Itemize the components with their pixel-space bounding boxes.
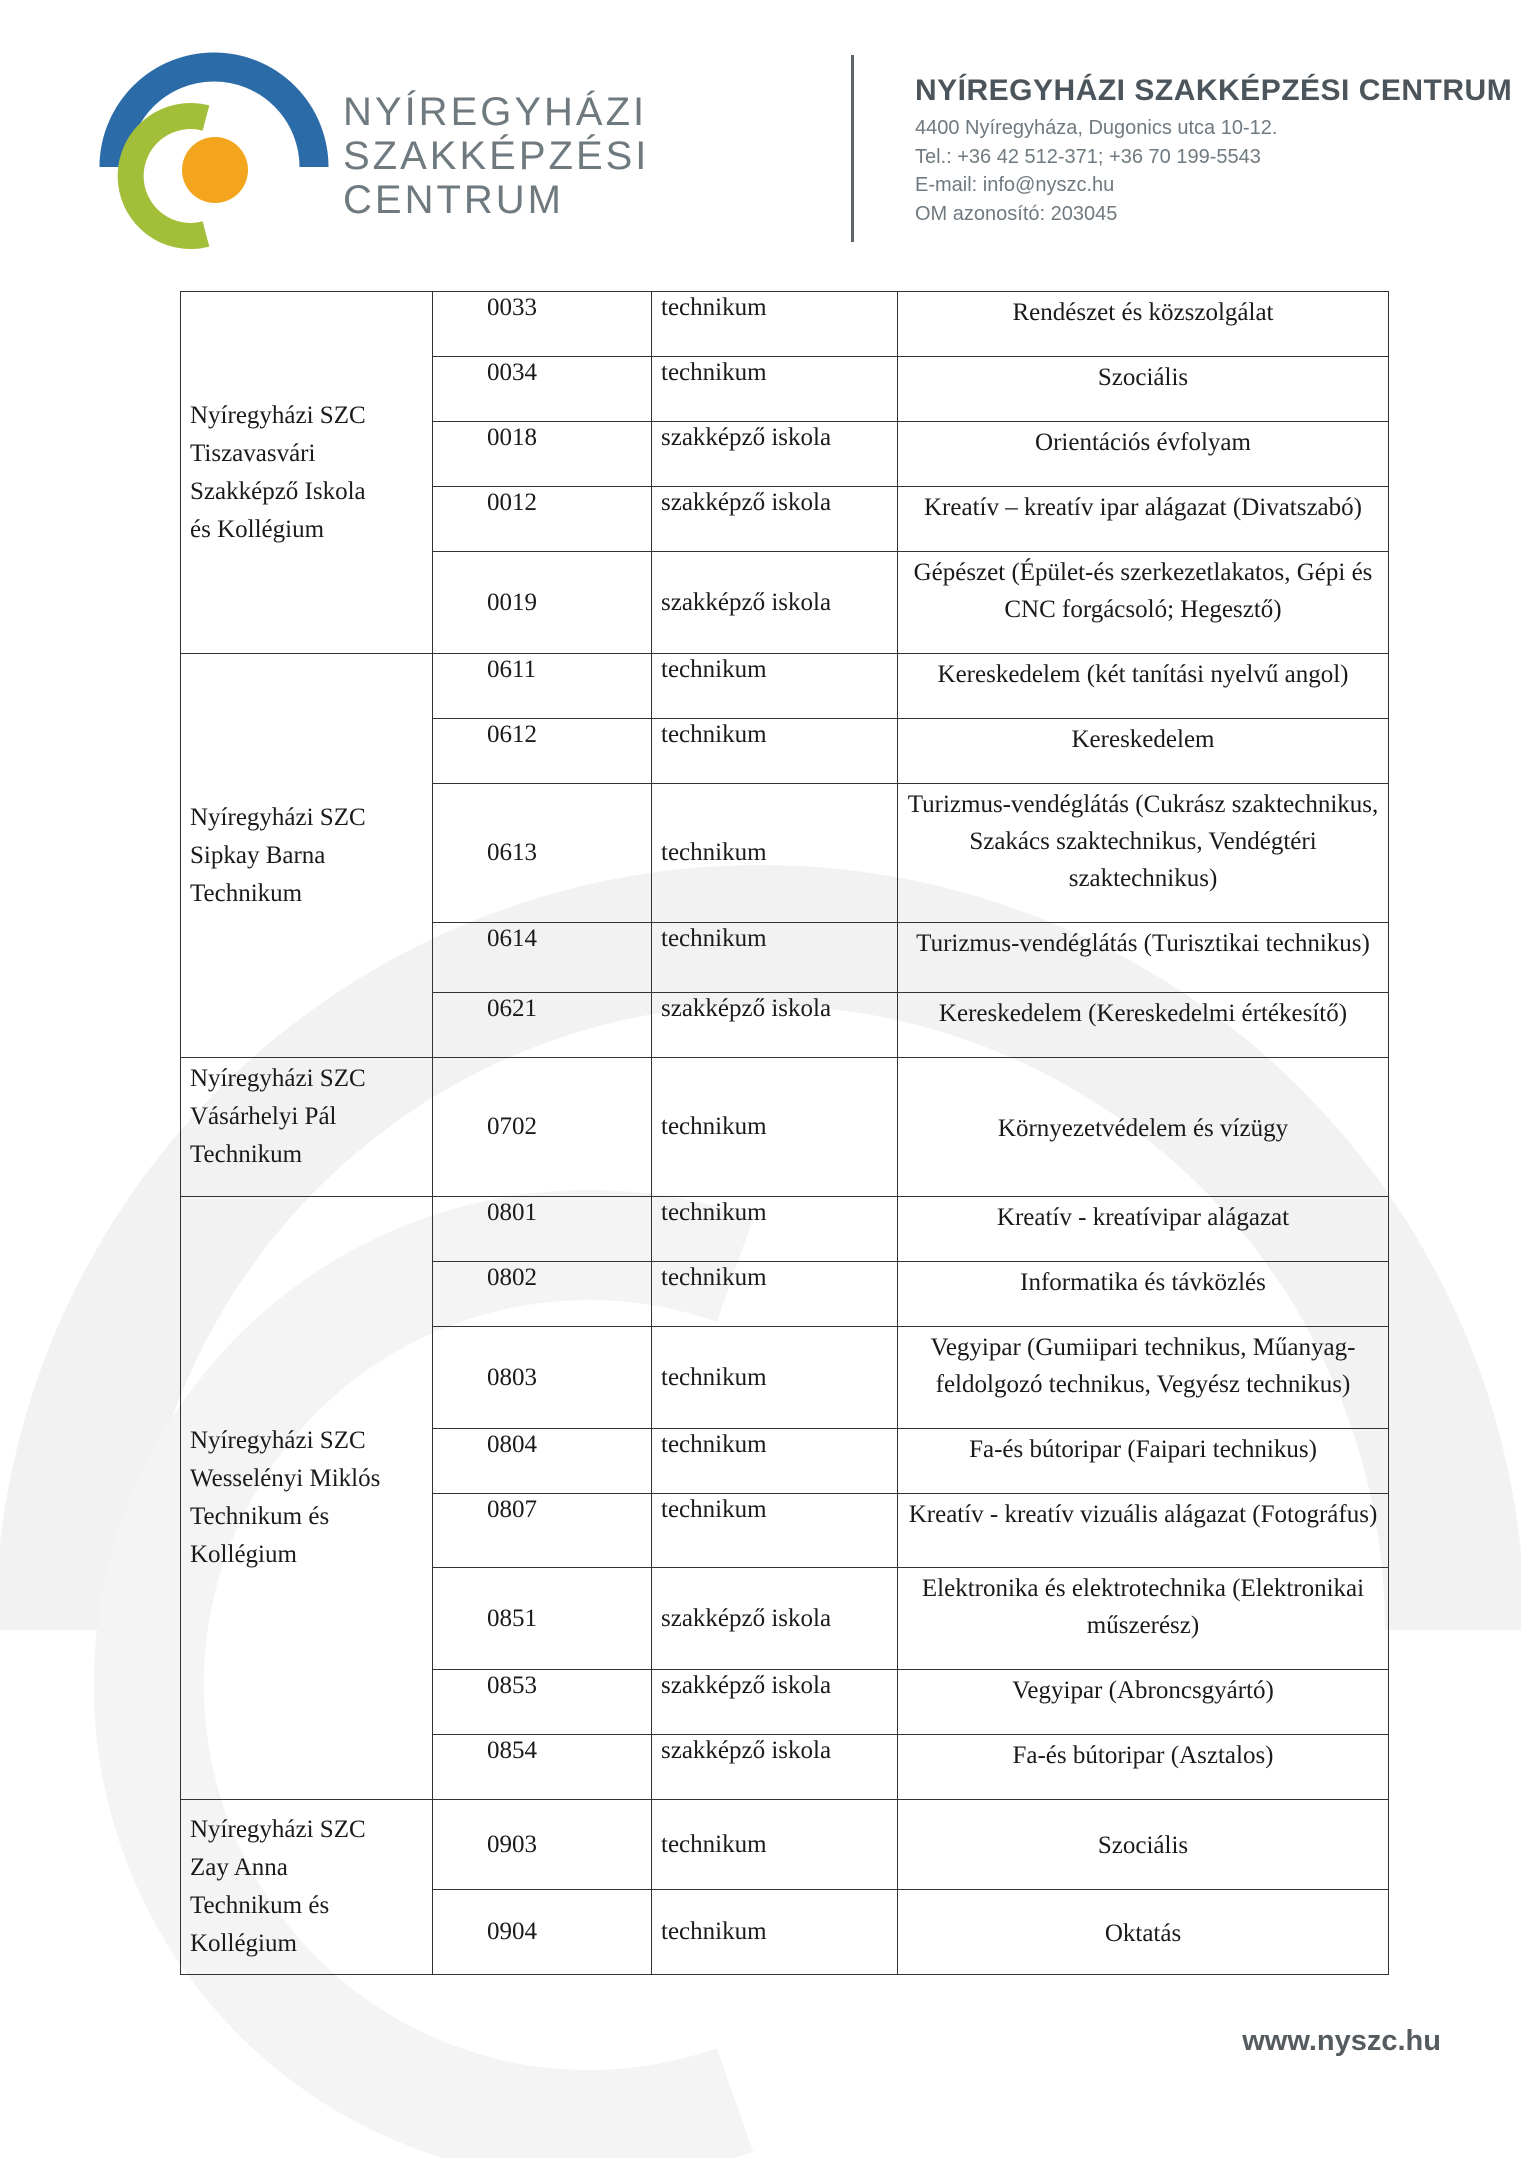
type-cell: technikum: [652, 357, 898, 422]
type-cell: szakképző iskola: [652, 1735, 898, 1800]
school-name-cell: [181, 1197, 433, 1800]
type-cell: technikum: [652, 654, 898, 719]
code-cell: 0803: [433, 1327, 652, 1429]
type-cell: technikum: [652, 1800, 898, 1890]
program-line: Turizmus-vendéglátás (Turisztikai technikus): [916, 930, 1370, 957]
type-cell: szakképző iskola: [652, 1670, 898, 1735]
program-cell: [898, 1568, 1389, 1670]
code-cell: 0621: [433, 993, 652, 1058]
program-line: Kreatív - kreatív vizuális alágazat (Fotográfus): [908, 1501, 1378, 1528]
type-cell: technikum: [652, 1327, 898, 1429]
school-name-line: Tiszavasvári: [190, 439, 316, 467]
program-line: Fa-és bútoripar (Faipari technikus): [969, 1436, 1317, 1463]
type-cell: technikum: [652, 1197, 898, 1262]
type-cell: technikum: [652, 292, 898, 357]
school-name-line: Nyíregyházi SZC: [190, 1065, 366, 1092]
program-cell: [898, 1262, 1389, 1327]
program-line: Orientációs évfolyam: [1035, 429, 1251, 456]
type-cell: szakképző iskola: [652, 487, 898, 552]
school-name-line: Technikum és: [190, 1892, 330, 1919]
footer-url: www.nyszc.hu: [1242, 2025, 1441, 2057]
table-row: [181, 1197, 1389, 1262]
code-cell: 0018: [433, 422, 652, 487]
program-cell: [898, 1197, 1389, 1262]
logo-line: CENTRUM: [343, 178, 564, 222]
program-cell: [898, 357, 1389, 422]
code-cell: 0614: [433, 923, 652, 993]
school-name-line: Nyíregyházi SZC: [190, 803, 366, 831]
program-line: Kreatív – kreatív ipar alágazat (Divatszabó): [924, 494, 1362, 521]
code-cell: 0801: [433, 1197, 652, 1262]
program-cell: [898, 1735, 1389, 1800]
program-cell: [898, 1327, 1389, 1429]
program-line: Rendészet és közszolgálat: [1012, 299, 1274, 326]
code-cell: 0807: [433, 1494, 652, 1568]
school-name-line: Nyíregyházi SZC: [190, 1816, 366, 1843]
code-cell: 0851: [433, 1568, 652, 1670]
school-name-cell: [181, 654, 433, 1058]
school-name-cell: [181, 292, 433, 654]
email: E-mail: info@nyszc.hu: [915, 174, 1115, 196]
program-line: Elektronika és elektrotechnika (Elektronikai: [921, 1575, 1365, 1602]
school-name-line: Vásárhelyi Pál: [190, 1103, 337, 1130]
om-id: OM azonosító: 203045: [915, 202, 1118, 225]
program-line: Turizmus-vendéglátás (Cukrász szaktechnikus,: [907, 791, 1379, 818]
program-cell: [898, 1800, 1389, 1890]
program-line: Szakács szaktechnikus, Vendégtéri: [969, 828, 1317, 855]
program-line: Vegyipar (Gumiipari technikus, Műanyag-: [930, 1334, 1356, 1361]
school-name-line: Nyíregyházi SZC: [190, 1427, 366, 1454]
program-cell: [898, 487, 1389, 552]
code-cell: 0613: [433, 784, 652, 923]
program-cell: [898, 1429, 1389, 1494]
school-name-line: Technikum: [190, 1141, 303, 1168]
type-cell: technikum: [652, 719, 898, 784]
program-cell: [898, 552, 1389, 654]
program-line: Fa-és bútoripar (Asztalos): [1012, 1742, 1274, 1769]
table-row: [181, 1058, 1389, 1197]
program-cell: [898, 1058, 1389, 1197]
school-name-line: Szakképző Iskola: [190, 477, 366, 505]
program-cell: [898, 1890, 1389, 1975]
type-cell: szakképző iskola: [652, 1568, 898, 1670]
program-line: Kereskedelem: [1071, 726, 1215, 753]
program-cell: [898, 923, 1389, 993]
code-cell: 0019: [433, 552, 652, 654]
org-name: NYÍREGYHÁZI SZAKKÉPZÉSI CENTRUM: [915, 74, 1513, 107]
program-line: Kereskedelem (két tanítási nyelvű angol): [937, 661, 1349, 688]
program-cell: [898, 654, 1389, 719]
program-line: Informatika és távközlés: [1020, 1269, 1266, 1296]
type-cell: szakképző iskola: [652, 422, 898, 487]
contact-block: [915, 74, 1512, 228]
program-line: szaktechnikus): [1068, 865, 1218, 892]
code-cell: 0904: [433, 1890, 652, 1975]
school-name-line: Wesselényi Miklós: [190, 1465, 381, 1492]
program-line: Környezetvédelem és vízügy: [997, 1114, 1289, 1142]
type-cell: szakképző iskola: [652, 993, 898, 1058]
program-line: Kereskedelem (Kereskedelmi értékesítő): [938, 1000, 1348, 1027]
school-name-line: Technikum és: [190, 1503, 330, 1530]
type-cell: technikum: [652, 1262, 898, 1327]
school-name-cell: [181, 1058, 433, 1197]
code-cell: 0033: [433, 292, 652, 357]
logo-wordmark: [343, 90, 649, 222]
code-cell: 0012: [433, 487, 652, 552]
code-cell: 0611: [433, 654, 652, 719]
program-cell: [898, 422, 1389, 487]
header-divider: [851, 55, 854, 242]
school-name-line: Technikum: [190, 879, 303, 907]
program-line: CNC forgácsoló; Hegesztő): [1004, 596, 1282, 623]
table-row: [181, 1800, 1389, 1890]
program-line: műszerész): [1086, 1612, 1200, 1639]
program-line: Gépészet (Épület-és szerkezetlakatos, Gépi és: [913, 559, 1373, 586]
program-line: Kreatív - kreatívipar alágazat: [996, 1204, 1290, 1231]
type-cell: technikum: [652, 1429, 898, 1494]
phone: Tel.: +36 42 512-371; +36 70 199-5543: [915, 145, 1261, 168]
logo-line: NYÍREGYHÁZI: [343, 90, 648, 134]
code-cell: 0802: [433, 1262, 652, 1327]
program-cell: [898, 292, 1389, 357]
code-cell: 0853: [433, 1670, 652, 1735]
page-header: [0, 0, 1521, 260]
nyszc-logo-icon: [96, 52, 331, 252]
school-name-line: Sipkay Barna: [190, 841, 326, 869]
address: 4400 Nyíregyháza, Dugonics utca 10-12.: [915, 117, 1278, 139]
code-cell: 0903: [433, 1800, 652, 1890]
code-cell: 0854: [433, 1735, 652, 1800]
code-cell: 0702: [433, 1058, 652, 1197]
type-cell: technikum: [652, 1890, 898, 1975]
program-cell: [898, 784, 1389, 923]
code-cell: 0034: [433, 357, 652, 422]
type-cell: technikum: [652, 1494, 898, 1568]
program-cell: [898, 1494, 1389, 1568]
program-line: feldolgozó technikus, Vegyész technikus): [935, 1371, 1351, 1398]
school-name-cell: [181, 1800, 433, 1975]
school-name-line: Zay Anna: [190, 1854, 288, 1881]
program-cell: [898, 993, 1389, 1058]
logo-line: SZAKKÉPZÉSI: [343, 134, 650, 178]
table-row: [181, 292, 1389, 357]
program-line: Vegyipar (Abroncsgyártó): [1012, 1677, 1274, 1704]
program-cell: [898, 1670, 1389, 1735]
type-cell: szakképző iskola: [652, 552, 898, 654]
school-name-line: és Kollégium: [190, 515, 325, 543]
code-cell: 0804: [433, 1429, 652, 1494]
program-line: Szociális: [1097, 1832, 1189, 1859]
type-cell: technikum: [652, 923, 898, 993]
program-cell: [898, 719, 1389, 784]
school-name-line: Kollégium: [190, 1541, 297, 1568]
schools-table: [180, 291, 1389, 1975]
program-line: Szociális: [1097, 364, 1189, 391]
school-name-line: Nyíregyházi SZC: [190, 401, 366, 429]
type-cell: technikum: [652, 784, 898, 923]
table-row: [181, 654, 1389, 719]
school-name-line: Kollégium: [190, 1930, 297, 1957]
code-cell: 0612: [433, 719, 652, 784]
program-line: Oktatás: [1104, 1919, 1182, 1947]
type-cell: technikum: [652, 1058, 898, 1197]
